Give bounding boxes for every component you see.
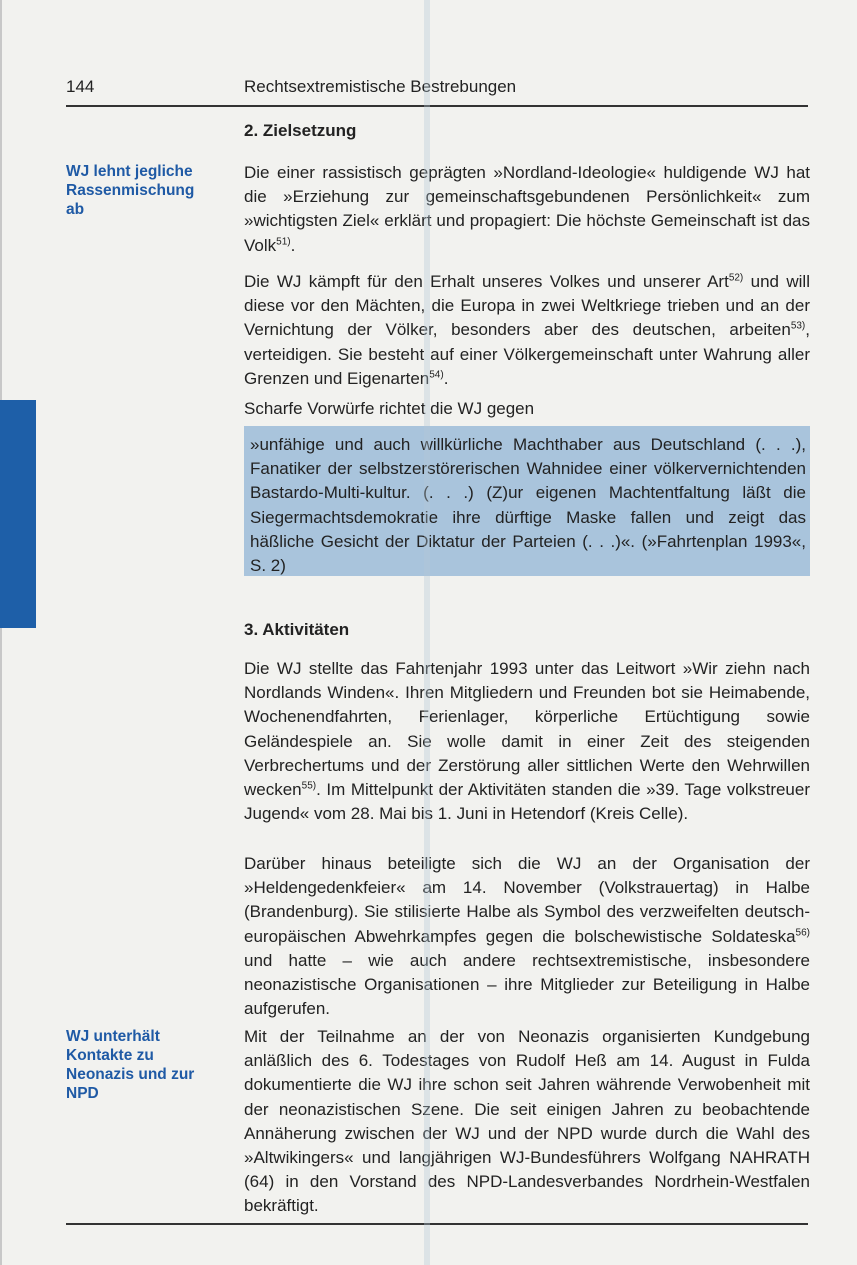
margin-note-kontakte-npd: WJ unterhält Kontakte zu Neonazis und zur NPD: [66, 1028, 195, 1102]
footnote-51: 51): [276, 235, 291, 247]
running-title: Rechtsextremistische Bestrebungen: [244, 77, 517, 96]
section-heading-zielsetzung: 2. Zielsetzung: [244, 121, 357, 140]
paragraph-aktivitaeten-2: Darüber hinaus beteiligte sich die WJ an der Organisation der »Heldengedenkfeier« am 14. November (Volkstrauertag) in Halbe (Brandenburg). Sie stilisierte Halbe als Symbol des verzweifelten deutsch-europäischen Abwehrkampfes gegen die bolschewistische Soldateska$^{56)}$ und hatte – wie auch andere rechtsextremistische, insbesondere neonazistische Organisationen – ihre Mitglieder zur Beteiligung in Halbe aufgerufen.: [244, 854, 810, 1019]
footnote-54: 54): [429, 369, 444, 381]
footnote-56: 56): [795, 926, 810, 938]
sidebar-color-bar: [0, 400, 36, 628]
section-heading-aktivitaeten: 3. Aktivitäten: [244, 620, 350, 639]
paragraph-zielsetzung-1: Die einer rassistisch geprägten »Nordland-Ideologie« huldigende WJ hat die »Erziehung zur gemeinschaftsgebundenen Persönlichkeit« zum »wichtigsten Ziel« erklärt und propagiert: Die höchste Gemeinschaft ist das Volk$^{51)}$.: [244, 163, 810, 255]
page-number: 144: [66, 77, 95, 96]
footnote-55: 55): [301, 780, 317, 792]
footer-rule: [66, 1223, 808, 1225]
header-rule: [66, 105, 808, 107]
quote-fahrtenplan: »unfähige und auch willkürliche Machthaber aus Deutschland (. . .), Fanatiker der selbstzerstörerischen Wahnidee einer völkervernichtenden Bastardo-Multi-kultur. (. . .) (Z)ur eigenen Machtentfaltung läßt die Siegermachtsdemokratie ihre dürftige Maske fallen und zeigt das häßliche Gesicht der Diktatur der Parteien (. . .)«. (»Fahrtenplan 1993«, S. 2): [250, 435, 806, 576]
footnote-52: 52): [728, 272, 744, 284]
paragraph-vorwuerfe: Scharfe Vorwürfe richtet die WJ gegen: [244, 399, 535, 418]
page-edge: [0, 0, 2, 1265]
paragraph-zielsetzung-2: Die WJ kämpft für den Erhalt unseres Volkes und unserer Art$^{52)}$ und will diese vor den Mächten, die Europa in zwei Weltkriege trieben und an der Vernichtung der Völker, besonders aber des deutschen, arbeiten$^{53)}$, verteidigen. Sie besteht auf einer Völkergemeinschaft unter Wahrung aller Grenzen und Eigenarten$^{54)}$.: [244, 272, 810, 388]
margin-note-rassenmischung: WJ lehnt jegliche Rassenmischung ab: [66, 163, 195, 218]
paragraph-aktivitaeten-3: Mit der Teilnahme an der von Neonazis organisierten Kundgebung anläßlich des 6. Todestages von Rudolf Heß am 14. August in Fulda dokumentierte die WJ ihre schon seit Jahren währende Verwobenheit mit der neonazistischen Szene. Die seit einigen Jahren zu beobachtende Annäherung zwischen der WJ und der NPD wurde durch die Wahl des »Altwikingers« und langjährigen WJ-Bundesführers Wolfgang NAHRATH (64) in den Vorstand des NPD-Landesverbandes Nordrhein-Westfalen bekräftigt.: [244, 1027, 810, 1216]
paragraph-aktivitaeten-1: Die WJ stellte das Fahrtenjahr 1993 unter das Leitwort »Wir ziehn nach Nordlands Winden«. Ihren Mitgliedern und Freunden bot sie Heimabende, Wochenendfahrten, Ferienlager, körperliche Ertüchtigung sowie Geländespiele an. Sie wolle damit in einer Zeit des steigenden Verbrechertums und der Zerstörung aller sittlichen Werte den Wehrwillen wecken$^{55)}$. Im Mittelpunkt der Aktivitäten standen die »39. Tage volkstreuer Jugend« vom 28. Mai bis 1. Juni in Hetendorf (Kreis Celle).: [244, 659, 810, 824]
page-fold-shadow: [424, 0, 430, 1265]
footnote-53: 53): [790, 320, 806, 332]
